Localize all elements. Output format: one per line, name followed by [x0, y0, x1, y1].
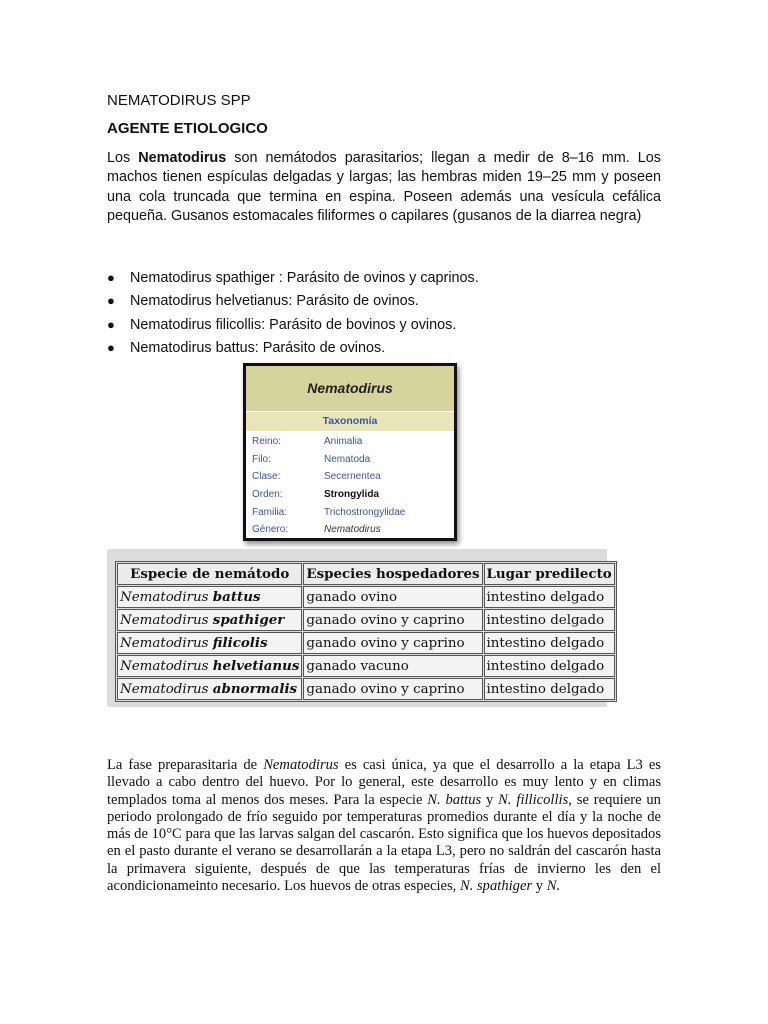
host-cell: ganado ovino	[303, 586, 482, 608]
taxonomy-key: Filo:	[252, 453, 271, 465]
taxonomy-row	[252, 468, 454, 486]
table-row	[117, 609, 615, 631]
species-cell: Nematodirus abnormalis	[117, 678, 302, 700]
host-cell: ganado ovino y caprino	[303, 632, 482, 654]
bullet-icon: ●	[107, 270, 115, 285]
bullet-icon: ●	[107, 339, 115, 355]
body-paragraph: La fase preparasitaria de Nematodirus es casi única, ya que el desarrollo a la etapa L3 es llevado a cabo dentro del huevo. Por lo general, este desarrollo es muy lento y en climas templados toma al menos dos meses. Para la especie N. battus y N. fillicollis, se requiere un periodo prolongado de frío seguido por temperaturas promedios durante el día y la noche de más de 10°C para que las larvas salgan del cascarón. Esto significa que los huevos depositados en el pasto durante el verano se desarrollarán a la etapa L3, pero no saldrán del cascarón hasta la primavera siguiente, después de que las temperaturas frías de invierno les den el acondicionameinto necesario. Los huevos de otras especies, N. spathiger y N.	[107, 757, 661, 895]
host-cell: ganado ovino y caprino	[303, 609, 482, 631]
site-cell: intestino delgado	[484, 586, 615, 608]
list-item-text: Nematodirus filicollis: Parásito de bovinos y ovinos.	[130, 316, 457, 333]
column-header: Lugar predilecto	[484, 563, 615, 585]
list-item-text: Nematodirus spathiger : Parásito de ovinos y caprinos.	[130, 270, 479, 286]
taxonomy-row	[252, 521, 454, 539]
taxonomy-value[interactable]: Animalia	[324, 436, 363, 447]
taxonomy-value[interactable]: Secernentea	[324, 471, 381, 483]
taxonomy-key: Género:	[252, 524, 289, 536]
species-cell: Nematodirus filicolis	[117, 632, 302, 654]
table-row	[117, 632, 615, 654]
species-table	[115, 561, 617, 702]
taxonomy-title: Nematodirus	[246, 366, 454, 411]
table-header-row	[117, 563, 615, 585]
list-item	[107, 338, 479, 361]
section-heading: AGENTE ETIOLOGICO	[107, 120, 268, 137]
taxonomy-key: Reino:	[252, 436, 281, 447]
taxonomy-row	[252, 433, 454, 451]
species-table-frame	[107, 549, 612, 707]
taxonomy-row	[252, 451, 454, 469]
intro-rest: son nemátodos parasitarios; llegan a medir de 8–16 mm. Los machos tienen espículas delgadas y largas; las hembras miden 19–25 mm y poseen una cola truncada que termina en espina. Poseen además una vesícula cefálica pequeña. Gusanos estomacales filiformes o capilares (gusanos de la diarrea negra)	[107, 150, 662, 225]
list-item	[107, 291, 479, 314]
column-header: Especie de nemátodo	[117, 563, 302, 585]
table-row	[117, 678, 615, 700]
table-row	[117, 586, 615, 608]
list-item-text: Nematodirus helvetianus: Parásito de ovinos.	[130, 293, 419, 310]
page-title: NEMATODIRUS SPP	[107, 92, 251, 109]
species-bullet-list	[107, 268, 479, 361]
list-item-text: Nematodirus battus: Parásito de ovinos.	[130, 339, 386, 356]
taxonomy-key: Familia:	[252, 506, 288, 518]
taxonomy-value[interactable]: Trichostrongylidae	[324, 506, 406, 518]
host-cell: ganado vacuno	[303, 655, 482, 677]
taxonomy-value: Strongylida	[324, 489, 380, 501]
species-cell: Nematodirus battus	[117, 586, 302, 608]
site-cell: intestino delgado	[484, 678, 615, 700]
host-cell: ganado ovino y caprino	[303, 678, 482, 700]
site-cell: intestino delgado	[484, 632, 615, 654]
list-item	[107, 315, 479, 338]
taxonomy-key: Clase:	[252, 471, 281, 483]
taxonomy-value[interactable]: Nematoda	[324, 453, 371, 465]
taxonomy-key: Orden:	[252, 489, 283, 501]
taxonomy-subtitle: Taxonomía	[246, 411, 454, 431]
taxonomy-value: Nematodirus	[324, 524, 381, 536]
bullet-icon: ●	[107, 293, 115, 309]
species-cell: Nematodirus spathiger	[117, 609, 302, 631]
intro-paragraph	[107, 149, 661, 227]
column-header: Especies hospedadores	[303, 563, 482, 585]
taxonomy-row	[252, 504, 454, 522]
site-cell: intestino delgado	[484, 609, 615, 631]
intro-bold-genus: Nematodirus	[138, 150, 227, 166]
list-item	[107, 268, 479, 291]
intro-lead: Los	[107, 150, 139, 166]
species-cell: Nematodirus helvetianus	[117, 655, 302, 677]
taxonomy-row	[252, 486, 454, 504]
bullet-icon: ●	[107, 316, 115, 332]
taxonomy-box	[243, 363, 457, 541]
table-row	[117, 655, 615, 677]
site-cell: intestino delgado	[484, 655, 615, 677]
